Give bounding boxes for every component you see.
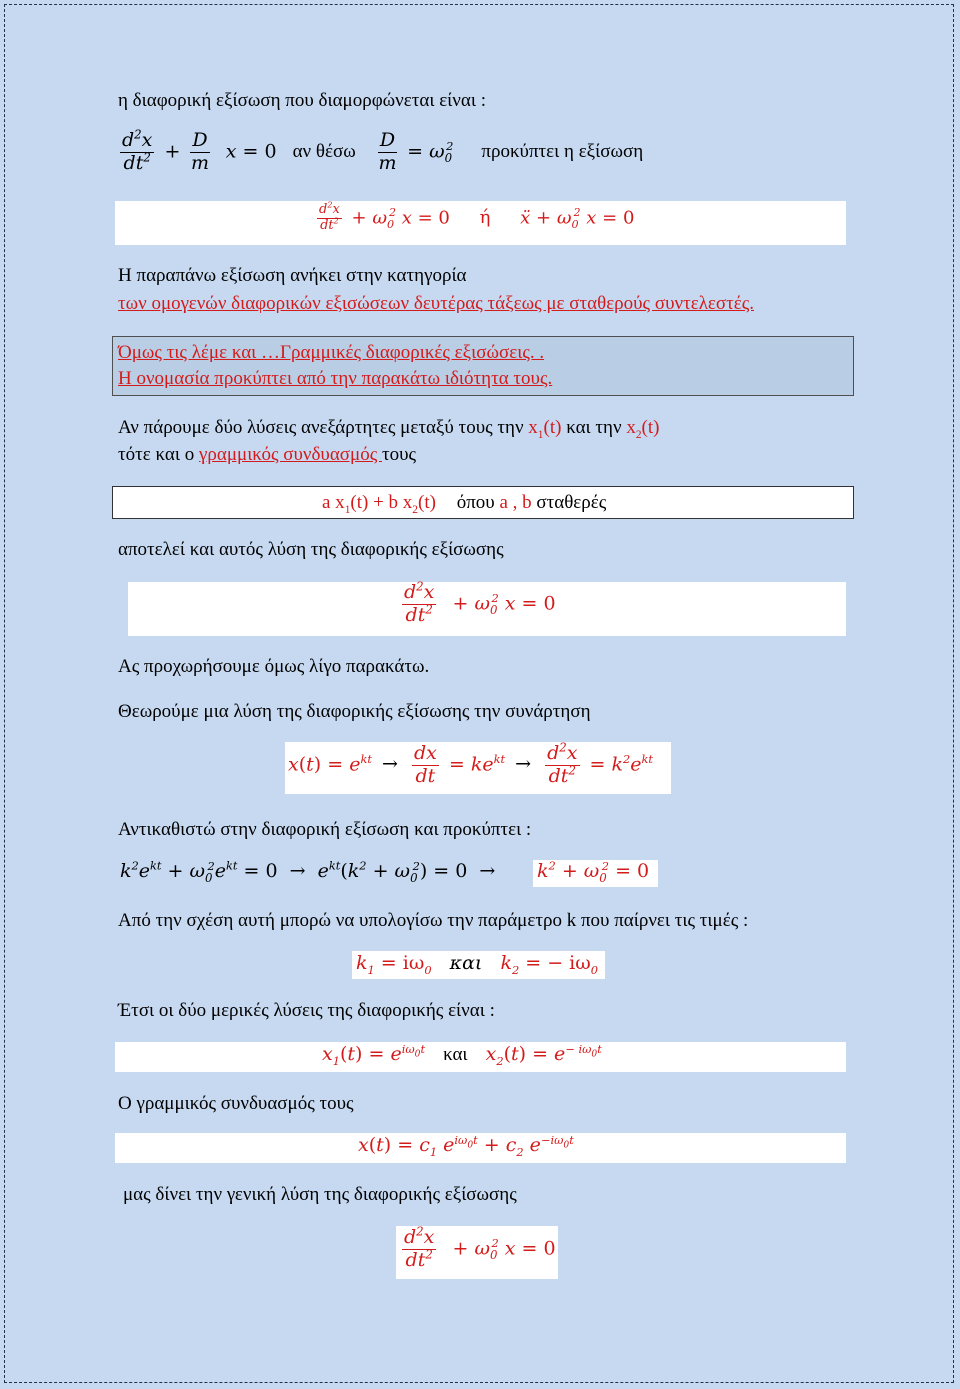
characteristic-derivation: $k^2e^{kt} + \omega_0^2e^{kt} = 0 \to e^{kt}(k^2 + \omega_0^2) = 0$ → xyxy=(120,858,496,885)
consider-text: Θεωρούμε μια λύση της διαφορικής εξίσωσης την συνάρτηση xyxy=(118,701,591,722)
x2-label: $x_2(t)$ xyxy=(626,417,660,441)
partial-text: Έτσι οι δύο μερικές λύσεις της διαφορικής είναι : xyxy=(118,1000,495,1021)
characteristic-equation: $k^2 + \omega_0^2 = 0$ xyxy=(537,858,650,885)
substitute-text: Αντικαθιστώ στην διαφορική εξίσωση και προκύπτει : xyxy=(118,819,532,840)
intro-text: η διαφορική εξίσωση που διαμορφώνεται είναι : xyxy=(118,90,486,111)
final-equation: $\frac{d^2x}{dt^2}$ + $\omega_0^2$ x = 0 xyxy=(404,1224,556,1271)
equation-3: $\frac{d^2x}{dt^2}$ + $\omega_0^2$ x = 0 xyxy=(404,579,556,626)
note-line-2: Η ονομασία προκύπτει από την παρακάτω ιδιότητα τους. xyxy=(118,368,553,389)
general-solution: $x(t) = c_1$ $e^{i\omega_0t} + c_2$ $e^{-i\omega_0t}$ xyxy=(358,1132,574,1159)
para-1-their: τους xyxy=(382,444,417,465)
roots: $k_1 = i\omega_0$ και $k_2$ = − $i\omega_0$ xyxy=(356,952,598,977)
equation-1: $\frac{d^2x}{dt^2}$ + $\frac{D}{m}$ x = 0 αν θέσω $\frac{D}{m}$ = $\omega_0^2$ προκύπτει η εξίσωση xyxy=(122,127,644,174)
text-set: αν θέσω xyxy=(292,141,356,163)
note-line-1: Όμως τις λέμε και …Γραμμικές διαφορικές εξισώσεις. . xyxy=(118,342,545,363)
equation-2: $\frac{d^2x}{dt^2}$ + $\omega_0^2$ x = 0 ή ẍ + $\omega_0^2$ x = 0 xyxy=(319,200,635,233)
linear-combination-link: γραμμικός συνδυασμός xyxy=(198,444,382,465)
para-1-and: και την xyxy=(561,417,627,438)
category-line-2: των ομογενών διαφορικών εξισώσεων δευτέρας τάξεως με σταθερούς συντελεστές. xyxy=(118,293,755,314)
para-1-line-2 xyxy=(118,443,416,467)
partial-and: και xyxy=(443,1044,468,1065)
roots-and: και xyxy=(449,952,483,974)
x1-label: $x_1(t)$ xyxy=(528,417,562,441)
general-text: μας δίνει την γενική λύση της διαφορικής εξίσωσης xyxy=(123,1184,517,1205)
from-relation-text: Από την σχέση αυτή μπορώ να υπολογίσω την παράμετρο k που παίρνει τις τιμές : xyxy=(118,910,749,931)
also-solution-text: αποτελεί και αυτός λύση της διαφορικής εξίσωσης xyxy=(118,539,504,560)
para-1-line-1 xyxy=(118,416,659,440)
proceed-text: Ας προχωρήσουμε όμως λίγο παρακάτω. xyxy=(118,656,430,677)
para-1-text-a: Αν πάρουμε δύο λύσεις ανεξάρτητες μεταξύ τους την xyxy=(118,417,529,438)
function-equation: $x(t) = e^{kt}$ → $\frac{dx}{dt}$ = $ke^{kt}$ → $\frac{d^2x}{dt^2}$ = $k^2e^{kt}$ xyxy=(288,740,654,787)
para-1-text-b: τότε και ο xyxy=(118,444,199,465)
linear-their-text: Ο γραμμικός συνδυασμός τους xyxy=(118,1093,354,1114)
text-result: προκύπτει η εξίσωση xyxy=(481,141,644,163)
or-text: ή xyxy=(479,207,491,229)
partial-solutions: $x_1(t) = e^{i\omega_0t}$ και $x_2(t) = e^{- i\omega_0t}$ xyxy=(322,1041,602,1068)
category-line-1: Η παραπάνω εξίσωση ανήκει στην κατηγορία xyxy=(118,265,467,286)
combination-text: a $x_1(t) + b$ $x_2(t)$ όπου a , b σταθερές xyxy=(322,492,607,516)
